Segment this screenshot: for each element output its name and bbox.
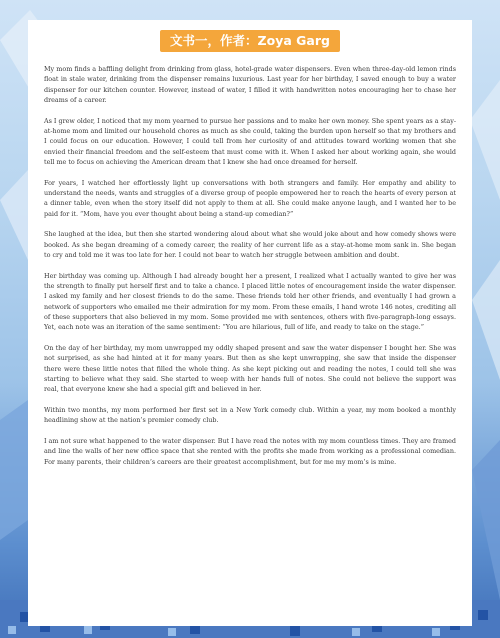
paragraph: My mom finds a baffling delight from drinking from glass, hotel-grade water dispensers. Even when three-day-old lemon rinds float in stale water, drinking from the dispenser remains luxurious. Last year for her birthday, I saved enough to buy a water dispenser for our kitchen counter. However, instead of water, I filled it with handwritten notes encouraging her to chase her dreams of a career. [44,65,456,104]
paragraph: Her birthday was coming up. Although I had already bought her a present, I realized what I actually wanted to give her was the strength to finally put herself first and to take a chance. I placed little notes of encouragement inside the water dispenser. I asked my family and her closest friends to do the same. These friends told her other friends, and eventually I had grown a network of supporters who emailed me their admiration for my mom. From these emails, I hand wrote 146 notes, crediting all of these supporters that also believed in my mom. Some provided me with sentences, others with five-paragraph-long essays. Yet, each note was an iteration of the same sentiment: “You are hilarious, full of life, and ready to take on the stage.” [44,271,456,332]
document-page [28,20,472,626]
paragraph: On the day of her birthday, my mom unwrapped my oddly shaped present and saw the water dispenser I bought her. She was not surprised, as she had hinted at it for many years. But then as she kept unwrapping, she saw that inside the dispenser there were these little notes that filled the whole thing. As she kept picking out and reading the notes, I could tell she was starting to believe what they said. She started to weep with her hands full of notes. She could not believe the support was real, that everyone knew she had a special gift and believed in her. [44,344,456,394]
essay-body [44,64,456,467]
paragraph: I am not sure what happened to the water dispenser. But I have read the notes with my mom countless times. They are framed and line the walls of her new office space that she rented with the profits she made from working as a professional comedian. For many parents, their children’s careers are their greatest accomplishment, but for me my mom’s is mine. [44,437,456,466]
paragraph: She laughed at the idea, but then she started wondering aloud about what she would joke about and how comedy shows were booked. As she began dreaming of a comedy career, the reality of her current life as a stay-at-home mom sank in. She began to cry and told me it was too late for her. I could not bear to watch her struggle between ambition and doubt. [44,230,456,259]
paragraph: Within two months, my mom performed her first set in a New York comedy club. Within a year, my mom booked a monthly headlining show at the nation’s premier comedy club. [44,406,456,425]
paragraph: For years, I watched her effortlessly light up conversations with both strangers and family. Her empathy and ability to understand the needs, wants and struggles of a diverse group of people empowered her to reach the hearts of every person at a dinner table, even when the story itself did not apply to them at all. She could make anyone laugh, and I wanted her to be paid for it. “Mom, have you ever thought about being a stand-up comedian?” [44,178,456,218]
document-title: 文书一，作者：Zoya Garg [160,30,340,52]
paragraph: As I grew older, I noticed that my mom yearned to pursue her passions and to make her own money. She spent years as a stay-at-home mom and limited our household chores as much as she could, taking the burden upon herself so that my brothers and I could focus on our education. However, I could tell from her curiosity of and attitudes toward working women that she envied their financial freedom and the self-esteem that must come with it. When I asked her about working again, she would tell me to focus on achieving the American dream that I knew she had once dreamed for herself. [44,116,456,166]
title-banner [44,30,456,56]
